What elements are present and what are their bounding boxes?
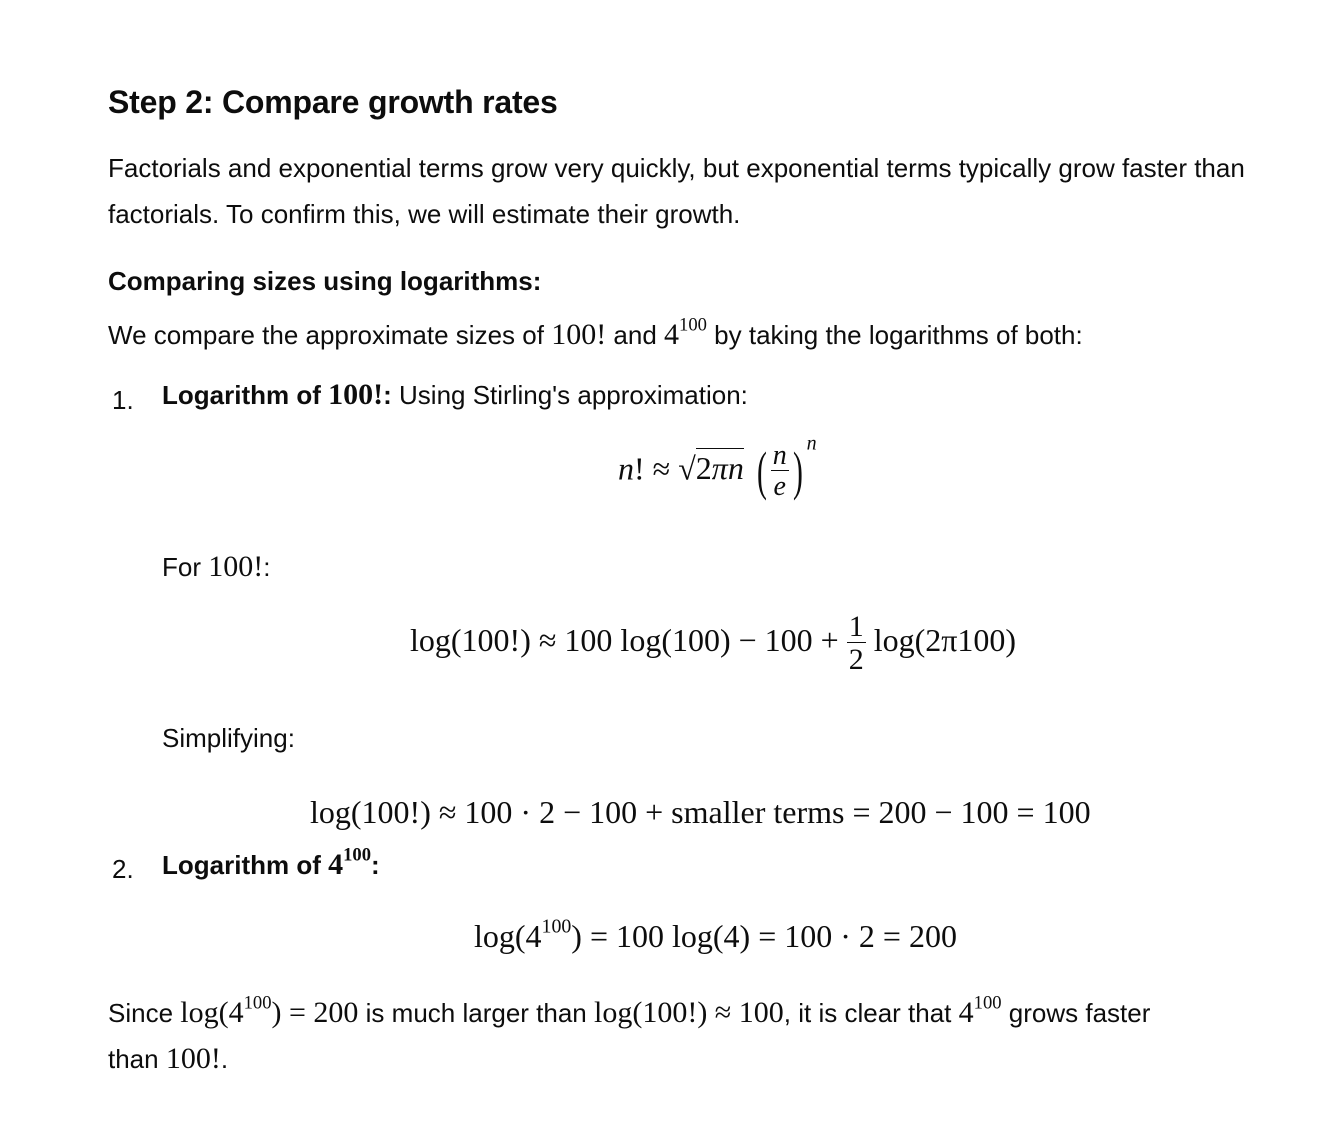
compare-text-post: by taking the logarithms of both: — [714, 320, 1083, 350]
compare-text-and: and — [613, 320, 657, 350]
conclusion-paragraph: Since $\log(4^{100}) = 200$ is much larger than log(100!) ≈ 100, it is clear that $4^{100}$ grows faster than 100!. — [108, 992, 1151, 1075]
list-number-2: 2. — [112, 854, 134, 884]
log-4-pow-100-equation: $\log(4^{100}) = 100$ log(4) = 100 · 2 = 200 — [474, 915, 957, 954]
subheading: Comparing sizes using logarithms: — [108, 266, 542, 296]
math-100-factorial: 100! — [551, 318, 607, 351]
for-100-label: For 100!: — [162, 550, 271, 583]
simplifying-label: Simplifying: — [162, 723, 295, 753]
log-100-factorial-equation: log(100!) ≈ 100 log(100) − 100 + $\frac{1}{2}$ log(2π100) — [410, 610, 1017, 676]
list-item-1-desc: Using Stirling's approximation: — [399, 380, 748, 410]
math-4-pow-100: $4^{100}$ — [664, 314, 707, 351]
compare-line — [108, 314, 1083, 352]
intro-paragraph: Factorials and exponential terms grow very quickly, but exponential terms typically grow faster than factorials. To confirm this, we will estimate their growth. — [108, 153, 1245, 229]
simplified-equation: log(100!) ≈ 100 · 2 − 100 + smaller terms = 200 − 100 = 100 — [310, 794, 1091, 830]
list-item-2-title: Logarithm of $4^{100}$: — [162, 844, 380, 881]
list-number-1: 1. — [112, 385, 134, 415]
list-item-1-title: Logarithm of 100!: Using Stirling's approximation: — [162, 378, 748, 411]
stirling-formula: n! ≈ √2πn ( $\frac{n}{e}$ ) $^n$ — [618, 432, 817, 502]
compare-text-pre: We compare the approximate sizes of — [108, 320, 544, 350]
section-heading: Step 2: Compare growth rates — [108, 84, 558, 120]
